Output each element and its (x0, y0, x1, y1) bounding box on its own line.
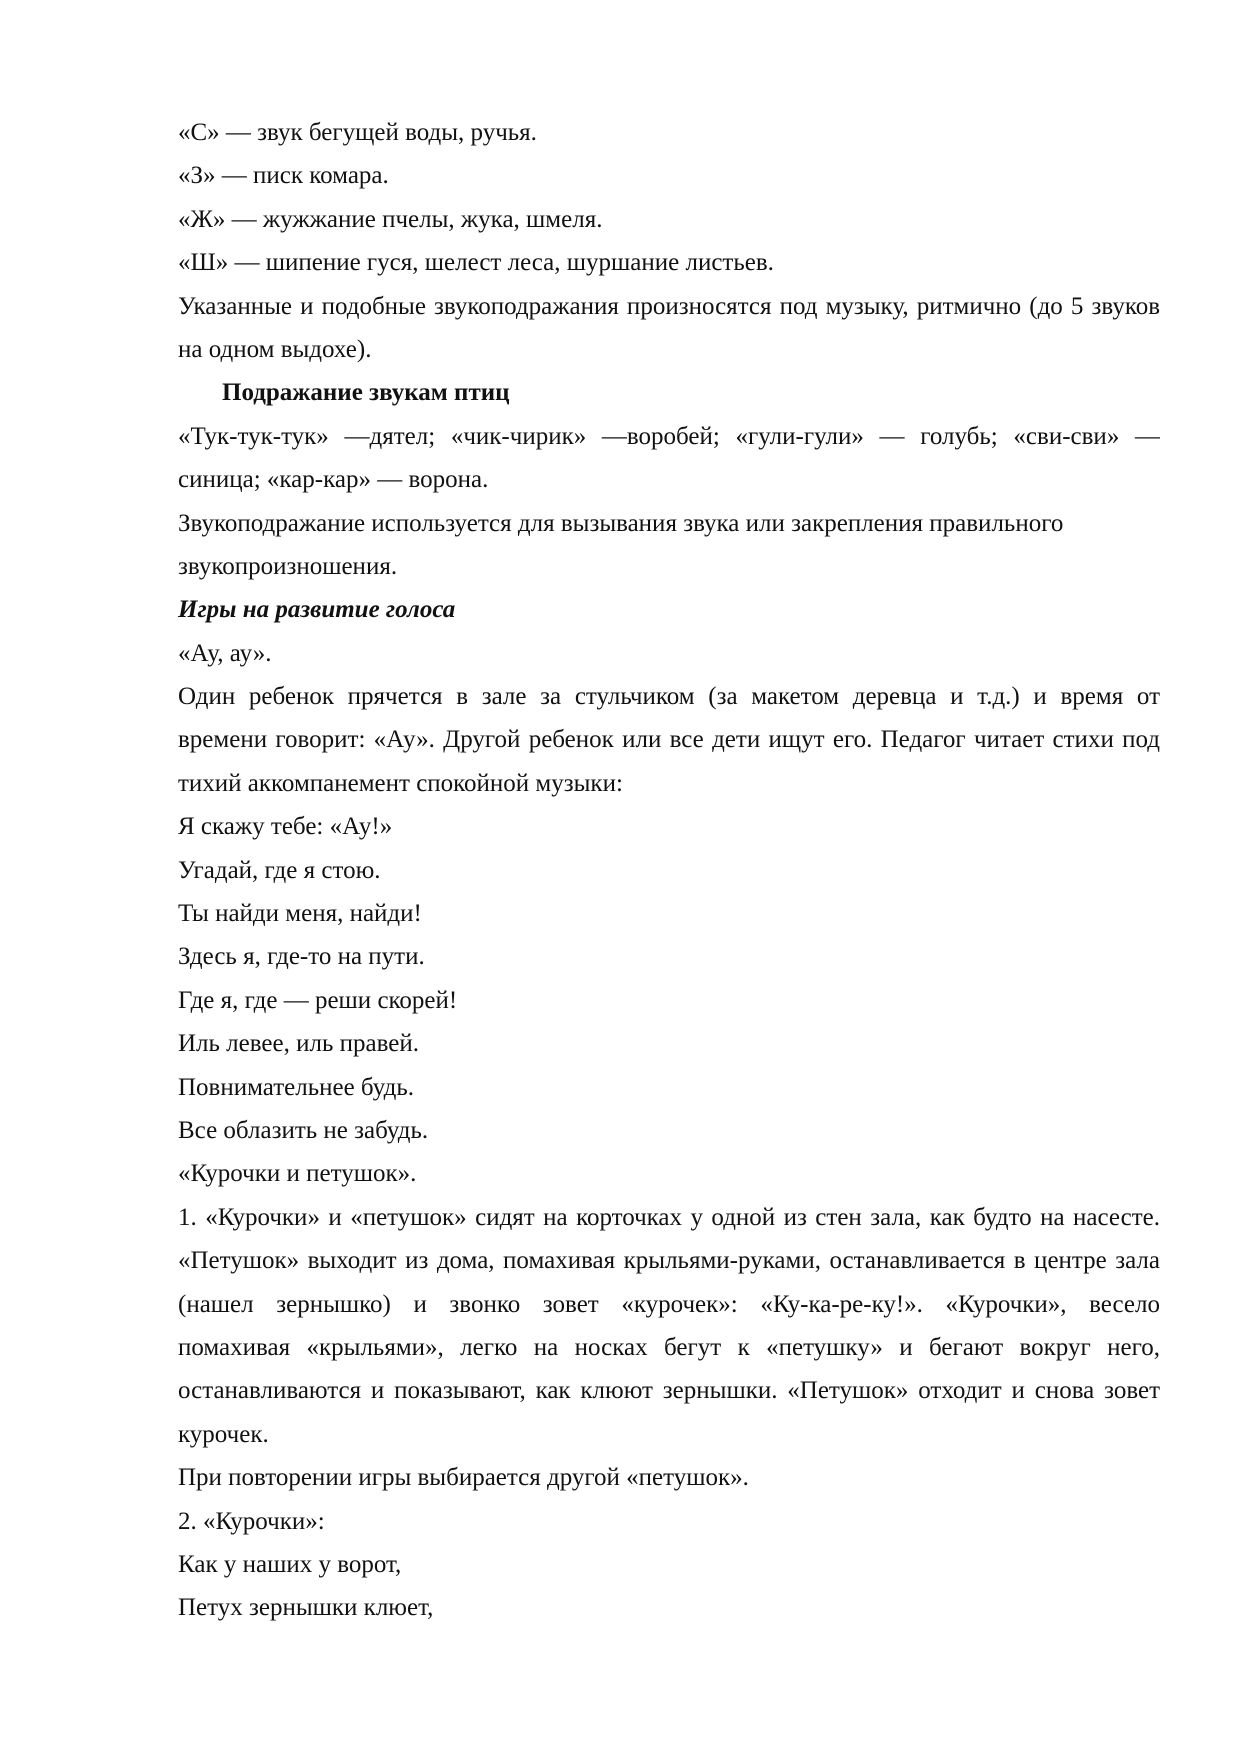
text-line: Звукоподражание используется для вызывания звука или закрепления правильного (178, 509, 1064, 537)
text-line: «Курочки и петушок». (178, 1160, 417, 1188)
text-line: Как у наших у ворот, (178, 1550, 402, 1578)
text-line: 2. «Курочки»: (178, 1507, 325, 1535)
text-line: Указанные и подобные звукоподражания произносятся под музыку, ритмично (до 5 звуков (178, 292, 1160, 320)
text-line: на одном выдохе). (178, 335, 372, 363)
section-heading: Игры на развитие голоса (178, 596, 456, 624)
text-line: тихий аккомпанемент спокойной музыки: (178, 769, 623, 797)
document-page (178, 111, 1160, 1630)
text-line: времени говорит: «Ау». Другой ребенок или все дети ищут его. Педагог читает стихи под (178, 726, 1160, 754)
text-line: Повнимательнее будь. (178, 1073, 414, 1101)
text-line: Здесь я, где-то на пути. (178, 943, 425, 971)
text-line: Где я, где — реши скорей! (178, 986, 458, 1014)
text-line: 1. «Курочки» и «петушок» сидят на корточках у одной из стен зала, как будто на насесте. (178, 1203, 1160, 1231)
text-line: (нашел зернышко) и звонко зовет «курочек»: «Ку-ка-ре-ку!». «Курочки», весело (178, 1290, 1160, 1318)
section-heading: Подражание звукам птиц (222, 379, 510, 407)
text-line: «С» — звук бегущей воды, ручья. (178, 119, 537, 146)
text-line: синица; «кар-кар» — ворона. (178, 466, 489, 494)
text-line: «Тук-тук-тук» —дятел; «чик-чирик» —воробей; «гули-гули» — голубь; «сви-сви» — (178, 422, 1160, 450)
text-line: Один ребенок прячется в зале за стульчиком (за макетом деревца и т.д.) и время от (178, 683, 1160, 711)
text-line: курочек. (178, 1420, 269, 1448)
text-line: «Ж» — жужжание пчелы, жука, шмеля. (178, 205, 603, 233)
text-line: Ты найди меня, найди! (178, 900, 422, 928)
text-line: Я скажу тебе: «Ау!» (178, 813, 393, 841)
text-line: «Ау, ау». (178, 639, 272, 667)
text-line: Угадай, где я стою. (178, 856, 381, 884)
text-line: останавливаются и показывают, как клюют зернышки. «Петушок» отходит и снова зовет (178, 1377, 1160, 1405)
text-line: помахивая «крыльями», легко на носках бегут к «петушку» и бегают вокруг него, (178, 1333, 1160, 1361)
text-line: звукопроизношения. (178, 552, 398, 580)
text-line: Петух зернышки клюет, (178, 1594, 434, 1622)
text-line: Иль левее, иль правей. (178, 1030, 419, 1058)
text-line: Все облазить не забудь. (178, 1116, 429, 1144)
text-line: «Ш» — шипение гуся, шелест леса, шуршание листьев. (178, 249, 774, 277)
text-line: «Петушок» выходит из дома, помахивая крыльями-руками, останавливается в центре зала (178, 1247, 1160, 1275)
text-line: «З» — писк комара. (178, 162, 389, 190)
text-line: При повторении игры выбирается другой «петушок». (178, 1464, 749, 1492)
